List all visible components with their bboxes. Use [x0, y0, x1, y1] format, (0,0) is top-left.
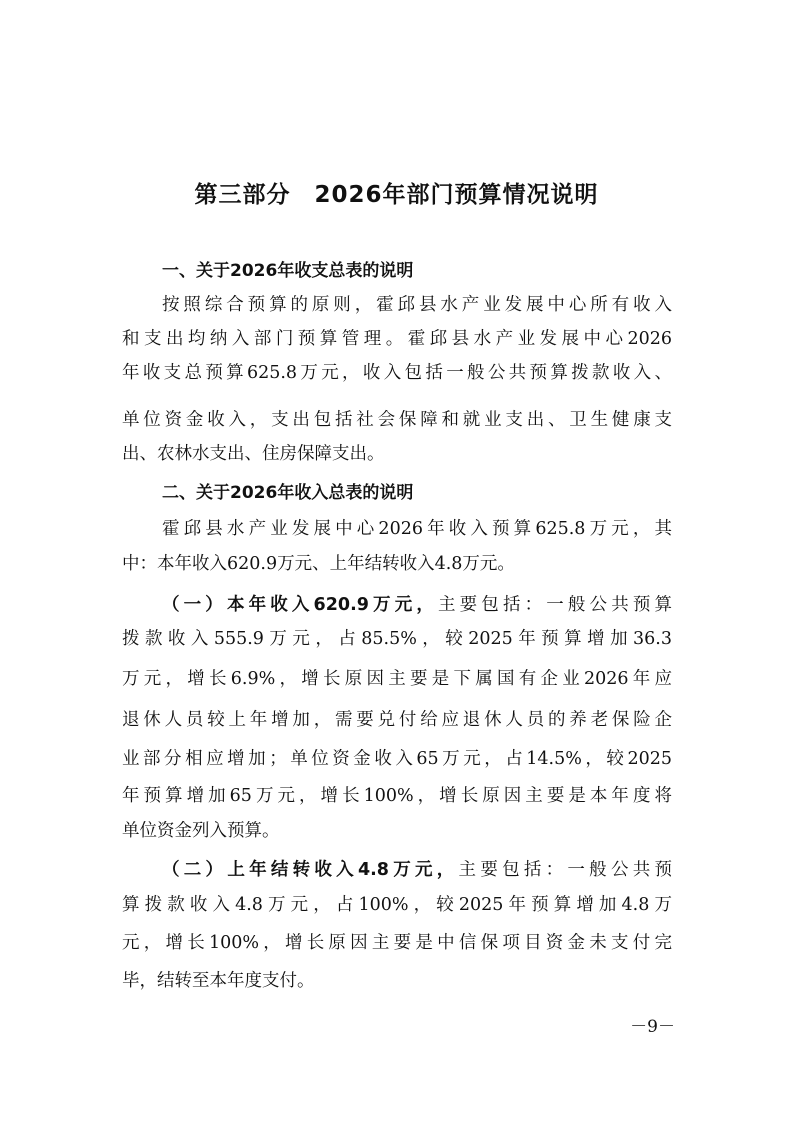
subsection-1-label: （一）本年收入620.9万元，	[162, 595, 438, 615]
section-heading-1: 一、关于2026年收支总表的说明	[162, 261, 414, 281]
paragraph-line: 霍邱县水产业发展中心2026年收入预算625.8万元，其	[162, 519, 672, 539]
section-heading-2: 二、关于2026年收入总表的说明	[162, 483, 414, 503]
page-title: 第三部分 2026年部门预算情况说明	[194, 182, 599, 208]
paragraph-line: 和支出均纳入部门预算管理。霍邱县水产业发展中心2026	[122, 329, 672, 349]
paragraph-line: 年收支总预算625.8万元，收入包括一般公共预算拨款收入、	[122, 363, 672, 383]
paragraph-line: 拨款收入555.9万元，占85.5%，较2025年预算增加36.3	[122, 629, 672, 649]
paragraph-line: 毕，结转至本年度支付。	[122, 971, 315, 991]
subsection-1-text: 主要包括：一般公共预算	[438, 595, 672, 615]
paragraph-line: 退休人员较上年增加，需要兑付给应退休人员的养老保险企	[122, 710, 672, 730]
paragraph-line: 单位资金收入，支出包括社会保障和就业支出、卫生健康支	[122, 410, 672, 430]
paragraph-line: 年预算增加65万元，增长100%，增长原因主要是本年度将	[122, 786, 672, 806]
paragraph-line: 按照综合预算的原则，霍邱县水产业发展中心所有收入	[162, 295, 672, 315]
paragraph-line: 算拨款收入4.8万元，占100%，较2025年预算增加4.8万	[122, 895, 672, 915]
paragraph-line: 业部分相应增加；单位资金收入65万元，占14.5%，较2025	[122, 749, 672, 769]
paragraph-line: 单位资金列入预算。	[122, 821, 280, 841]
paragraph-line: 中：本年收入620.9万元、上年结转收入4.8万元。	[122, 554, 515, 574]
page-number: －9－	[630, 1017, 675, 1037]
paragraph-line: 万元，增长6.9%，增长原因主要是下属国有企业2026年应	[122, 669, 672, 689]
subsection-2-text: 主要包括：一般公共预	[458, 860, 672, 880]
paragraph-line: 元，增长100%，增长原因主要是中信保项目资金未支付完	[122, 933, 672, 953]
subsection-2-first-line	[162, 855, 672, 885]
subsection-2-label: （二）上年结转收入4.8万元，	[162, 860, 459, 880]
subsection-1-first-line	[162, 590, 672, 620]
paragraph-line: 出、农林水支出、住房保障支出。	[122, 444, 385, 464]
